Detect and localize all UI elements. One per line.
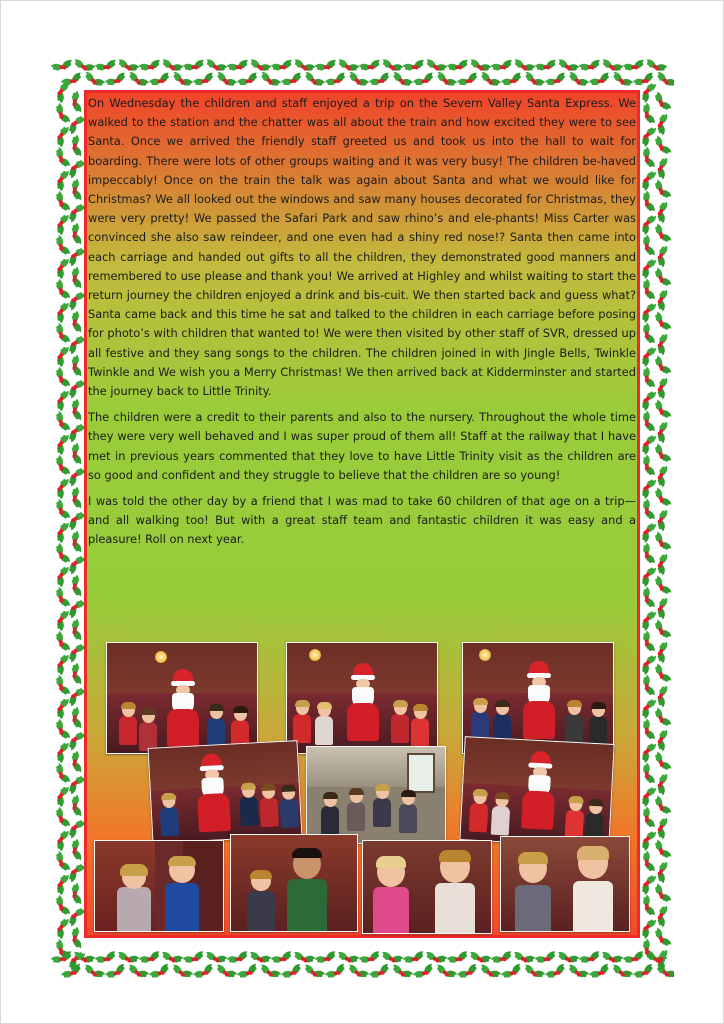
story-paragraph-2: The children were a credit to their parents and also to the nursery. Throughout the whole time they were very well behaved and I was super proud of them all! Staff at the railway that I have met in previous years commented that they love to have Little Trinity visit as the children are so good and confident and they struggle to believe that the children are so young! <box>88 410 636 482</box>
photo-children-3 <box>362 840 492 934</box>
story-paragraph-3: I was told the other day by a friend that I was mad to take 60 children of that age on a trip—and all walking too! But with a great staff team and fantastic children it was easy and a pleasure! Roll on next year. <box>88 494 636 547</box>
photo-train-carriage <box>306 746 446 844</box>
photo-children-2 <box>230 834 358 932</box>
photo-santa-group-5 <box>459 736 614 848</box>
story-paragraph-1: On Wednesday the children and staff enjoyed a trip on the Severn Valley Santa Express. We walked to the station and the chatter was all about the train and how excited they were to see Santa. Once we arrived the friendly staff greeted us and took us into the hall to wait for boarding. There were lots of other groups waiting and it was very busy! The children be-haved impeccably! Once on the train the talk was again about Santa and what we would like for Christmas? We all looked out the windows and saw many houses decorated for Christmas, they were very pretty! We passed the Safari Park and saw rhino’s and ele-phants! Miss Carter was convinced she also saw reindeer, and one even had a shiny red nose!? Santa then came into each carriage and handed out gifts to all the children, they demonstrated good manners and remembered to use please and thank you! We arrived at Highley and whilst waiting to start the return journey the children enjoyed a drink and bis-cuit. We then started back and guess what? Santa came back and this time he sat and talked to the children in each carriage before posing for photo’s with children that wanted to! We were then visited by other staff of SVR, dressed up all festive and they sang songs to the children. The children joined in with Jingle Bells, Twinkle Twinkle and We wish you a Merry Christmas! We then arrived back at Kidderminster and started the journey back to Little Trinity. <box>88 96 636 399</box>
photo-santa-group-2 <box>286 642 438 754</box>
photo-children-4 <box>500 836 630 932</box>
photo-children-1 <box>94 840 224 932</box>
photo-santa-group-4 <box>148 740 303 844</box>
photo-santa-group-1 <box>106 642 258 754</box>
newsletter-story <box>88 94 636 557</box>
